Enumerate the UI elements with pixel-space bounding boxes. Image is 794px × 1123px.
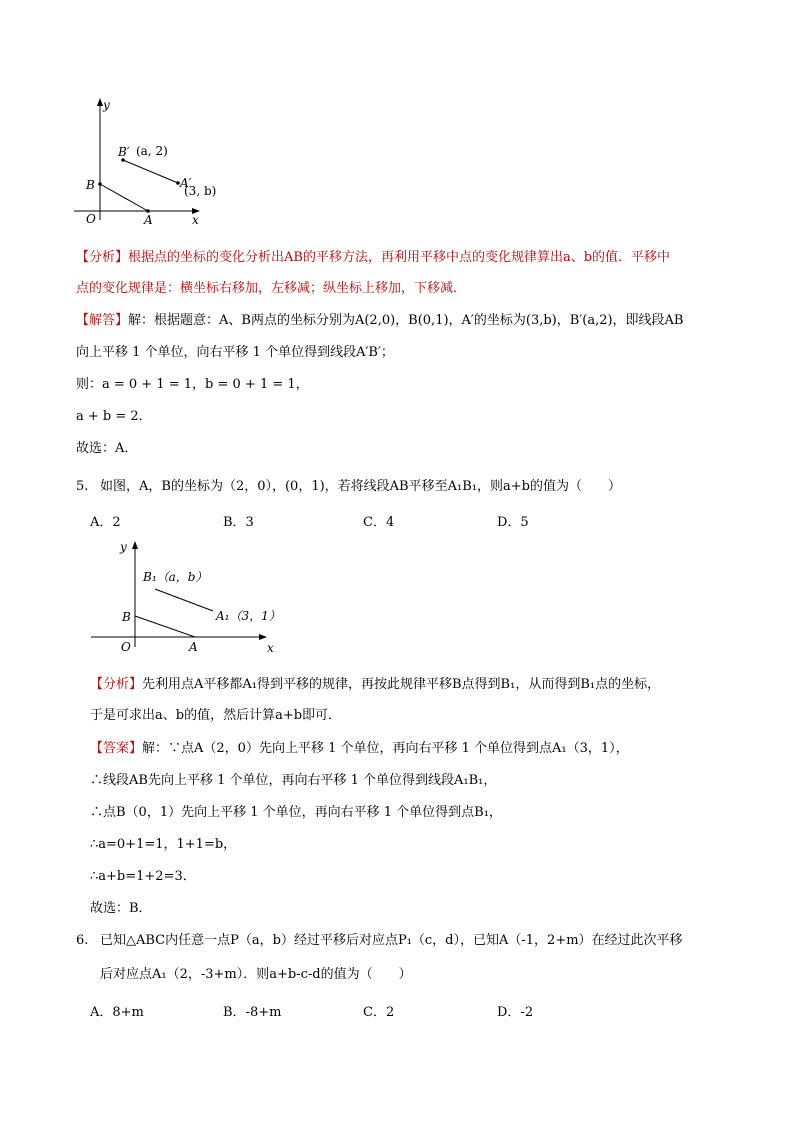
q5-answer-tag: 【答案】 xyxy=(90,741,143,756)
figure-1-B-prime-label: B′ xyxy=(118,145,130,159)
figure-2-coordinate-diagram xyxy=(85,535,295,665)
q5-number: 5. xyxy=(76,479,89,494)
figure-2-B-label: B xyxy=(122,610,131,624)
q4-analysis-tag: 【分析】 xyxy=(76,250,129,265)
figure-2-segment-AB xyxy=(135,616,195,637)
figure-1-origin-label: O xyxy=(86,212,96,226)
q4-solution-line-4: a + b = 2． xyxy=(76,409,152,424)
figure-1-segment-AB xyxy=(100,184,148,211)
q6-option-a[interactable]: A．8+m xyxy=(90,1005,144,1020)
q4-solution-line-1 xyxy=(76,312,684,330)
q6-option-c[interactable]: C．2 xyxy=(363,1005,395,1020)
figure-2-x-arrow-icon xyxy=(259,634,267,640)
q5-answer-line-5: ∴a+b=1+2=3． xyxy=(90,869,196,884)
q5-analysis-tag: 【分析】 xyxy=(90,677,143,692)
q4-solution-line-2: 向上平移 1 个单位，向右平移 1 个单位得到线段A′B′； xyxy=(76,345,394,360)
figure-2-origin-label: O xyxy=(121,640,131,654)
figure-2-x-label: x xyxy=(267,641,274,655)
figure-1-A-prime-label: A′ xyxy=(180,176,192,190)
figure-2-y-label: y xyxy=(120,540,127,554)
figure-2-A-label: A xyxy=(189,640,198,654)
q6-option-d[interactable]: D．-2 xyxy=(497,1005,534,1020)
q6-stem-line-2: 后对应点A₁（2，-3+m）．则a+b-c-d的值为（ ） xyxy=(100,967,412,982)
q4-solution-text-1: 解：根据题意：A、B两点的坐标分别为A(2,0)，B(0,1)，A′的坐标为(3,b)，B′(a,2)，即线段AB xyxy=(128,313,684,328)
figure-1-A-prime-coord: (3, b) xyxy=(184,184,217,198)
q6-number: 6. xyxy=(76,933,89,948)
q5-answer-text-1: 解：∵点A（2，0）先向上平移 1 个单位，再向右平移 1 个单位得到点A₁（3，1）， xyxy=(142,741,629,756)
q4-solution-tag: 【解答】 xyxy=(76,313,129,328)
q6-option-b[interactable]: B．-8+m xyxy=(223,1005,282,1020)
figure-2-B1-label: B₁（a，b） xyxy=(143,570,208,584)
figure-1-x-label: x xyxy=(192,213,199,227)
q4-solution-line-3: 则：a = 0 + 1 = 1，b = 0 + 1 = 1， xyxy=(76,377,309,392)
q4-analysis-text-1: 根据点的坐标的变化分析出AB的平移方法，再利用平移中点的变化规律算出a、b的值．平移中 xyxy=(128,250,671,265)
q5-answer-line-4: ∴a=0+1=1，1+1=b， xyxy=(90,837,237,852)
figure-2-y-arrow-icon xyxy=(132,541,138,549)
q5-option-a[interactable]: A．2 xyxy=(90,515,121,530)
q5-answer-line-3: ∴点B（0，1）先向上平移 1 个单位，再向右平移 1 个单位得到点B₁， xyxy=(90,805,502,820)
figure-1-A-label: A xyxy=(144,213,153,227)
q5-answer-line-1 xyxy=(90,740,629,758)
q5-analysis-text-1: 先利用点A平移都A₁得到平移的规律，再按此规律平移B点得到B₁，从而得到B₁点的坐标， xyxy=(142,677,661,692)
q5-stem: 如图，A，B的坐标为（2，0），(0，1)，若将线段AB平移至A₁B₁，则a+b的值为（ ） xyxy=(100,479,621,494)
q5-option-b[interactable]: B．3 xyxy=(223,515,254,530)
q5-option-c[interactable]: C．4 xyxy=(363,515,395,530)
q6-stem-line-1: 已知△ABC内任意一点P（a，b）经过平移后对应点P₁（c，d），已知A（-1，2+m）在经过此次平移 xyxy=(100,933,683,948)
figure-2-segment-A1B1 xyxy=(155,589,213,611)
q4-analysis-line-2: 点的变化规律是：横坐标右移加，左移减；纵坐标上移加，下移减． xyxy=(76,281,467,296)
q5-option-d[interactable]: D．5 xyxy=(497,515,529,530)
q4-analysis-line-1 xyxy=(76,249,670,267)
q5-choice: 故选：B． xyxy=(90,901,152,916)
q5-analysis-line-1 xyxy=(90,676,660,694)
figure-1-coordinate-diagram xyxy=(60,92,260,232)
q5-answer-line-2: ∴线段AB先向上平移 1 个单位，再向右平移 1 个单位得到线段A₁B₁， xyxy=(90,773,497,788)
figure-1-B-prime-coord: (a, 2) xyxy=(136,144,168,158)
figure-1-y-label: y xyxy=(103,98,110,112)
figure-1-segment-AB-prime xyxy=(123,160,178,183)
q5-analysis-line-2: 于是可求出a、b的值，然后计算a+b即可． xyxy=(90,708,342,723)
figure-2-A1-label: A₁（3，1） xyxy=(216,609,281,623)
figure-1-B-label: B xyxy=(86,178,95,192)
q4-choice: 故选：A． xyxy=(76,441,138,456)
figure-1-point-B-dot xyxy=(98,182,102,186)
